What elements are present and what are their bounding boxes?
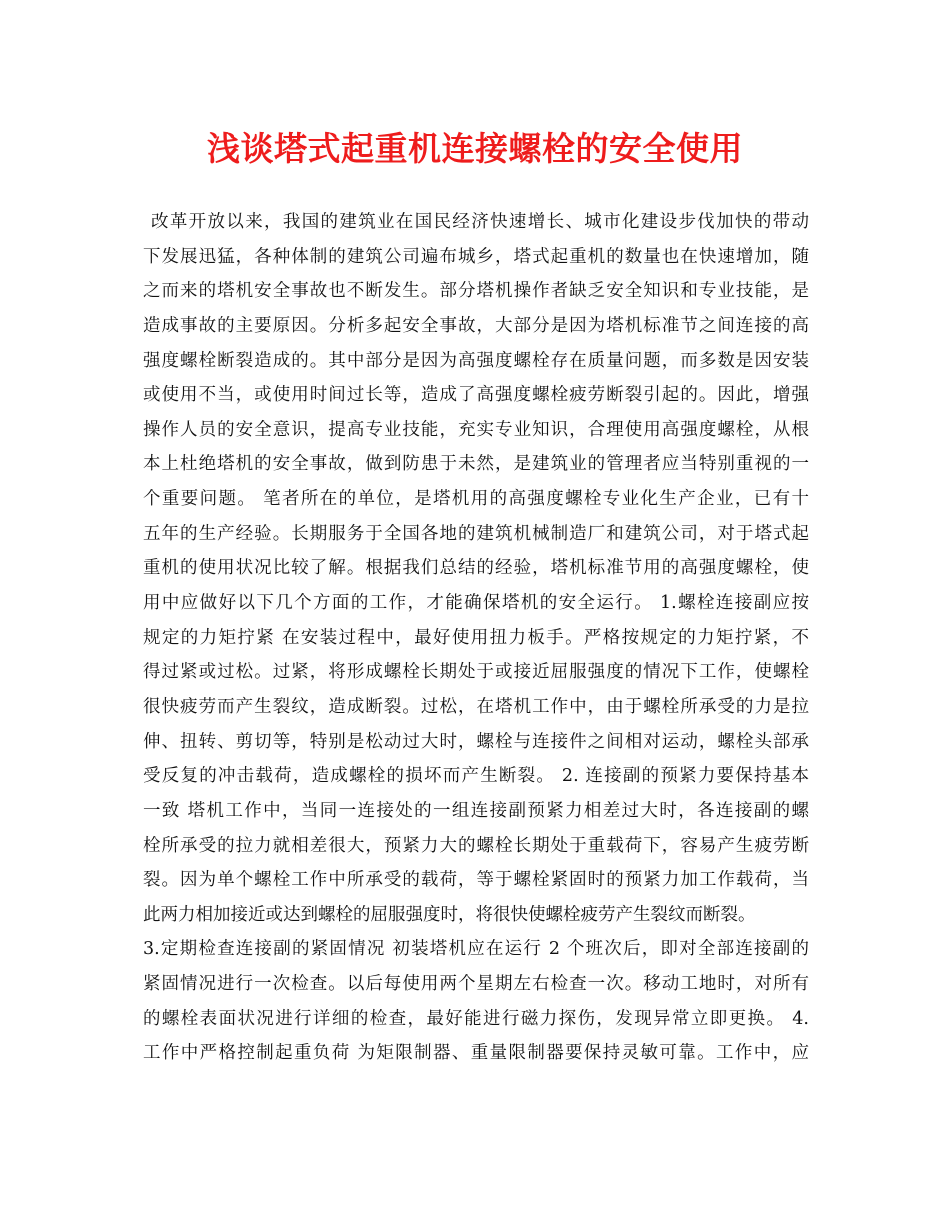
document-title: 浅谈塔式起重机连接螺栓的安全使用 <box>207 129 743 168</box>
text-line: 改革开放以来，我国的建筑业在国民经济快速增长、城市化建设步伐加快的带动 <box>151 212 809 232</box>
text-line: 操作人员的安全意识，提高专业技能，充实专业知识，合理使用高强度螺栓，从根 <box>143 419 809 440</box>
text-line: 受反复的冲击载荷，造成螺栓的损坏而产生断裂。 2. 连接副的预紧力要保持基本 <box>143 766 809 787</box>
text-line: 工作中严格控制起重负荷 为矩限制器、重量限制器要保持灵敏可靠。工作中，应 <box>143 1043 809 1064</box>
text-line: 一致 塔机工作中，当同一连接处的一组连接副预紧力相差过大时，各连接副的螺 <box>143 800 809 821</box>
text-line: 得过紧或过松。过紧，将形成螺栓长期处于或接近屈服强度的情况下工作，使螺栓 <box>143 662 809 683</box>
text-line: 重机的使用状况比较了解。根据我们总结的经验，塔机标准节用的高强度螺栓，使 <box>143 558 809 579</box>
text-line: 很快疲劳而产生裂纹，造成断裂。过松，在塔机工作中，由于螺栓所承受的力是拉 <box>143 696 809 717</box>
text-line: 裂。因为单个螺栓工作中所承受的载荷，等于螺栓紧固时的预紧力加工作载荷，当 <box>143 870 809 891</box>
text-line: 本上杜绝塔机的安全事故，做到防患于未然，是建筑业的管理者应当特别重视的一 <box>143 454 809 475</box>
text-line: 下发展迅猛，各种体制的建筑公司遍布城乡，塔式起重机的数量也在快速增加，随 <box>143 246 809 267</box>
text-line: 或使用不当，或使用时间过长等，造成了高强度螺栓疲劳断裂引起的。因此，增强 <box>143 385 809 406</box>
body-paragraph <box>143 205 809 1071</box>
text-line: 个重要问题。 笔者所在的单位，是塔机用的高强度螺栓专业化生产企业，已有十 <box>143 489 809 510</box>
text-line: 造成事故的主要原因。分析多起安全事故，大部分是因为塔机标准节之间连接的高 <box>143 315 809 336</box>
text-line: 紧固情况进行一次检查。以后每使用两个星期左右检查一次。移动工地时，对所有 <box>143 974 809 995</box>
text-line: 规定的力矩拧紧 在安装过程中，最好使用扭力板手。严格按规定的力矩拧紧，不 <box>143 627 809 648</box>
text-line: 此两力相加接近或达到螺栓的屈服强度时，将很快使螺栓疲劳产生裂纹而断裂。 <box>143 904 756 925</box>
text-line: 3.定期检查连接副的紧固情况 初装塔机应在运行 2 个班次后，即对全部连接副的 <box>143 939 809 960</box>
text-line: 栓所承受的拉力就相差很大，预紧力大的螺栓长期处于重载荷下，容易产生疲劳断 <box>143 835 809 856</box>
text-line: 伸、扭转、剪切等，特别是松动过大时，螺栓与连接件之间相对运动，螺栓头部承 <box>143 731 809 752</box>
text-line: 强度螺栓断裂造成的。其中部分是因为高强度螺栓存在质量问题，而多数是因安装 <box>143 350 809 371</box>
text-line: 用中应做好以下几个方面的工作，才能确保塔机的安全运行。 1.螺栓连接副应按 <box>143 593 809 614</box>
text-line: 五年的生产经验。长期服务于全国各地的建筑机械制造厂和建筑公司，对于塔式起 <box>143 523 809 544</box>
text-line: 的螺栓表面状况进行详细的检查，最好能进行磁力探伤，发现异常立即更换。 4. <box>143 1008 809 1029</box>
text-line: 之而来的塔机安全事故也不断发生。部分塔机操作者缺乏安全知识和专业技能，是 <box>143 281 809 302</box>
